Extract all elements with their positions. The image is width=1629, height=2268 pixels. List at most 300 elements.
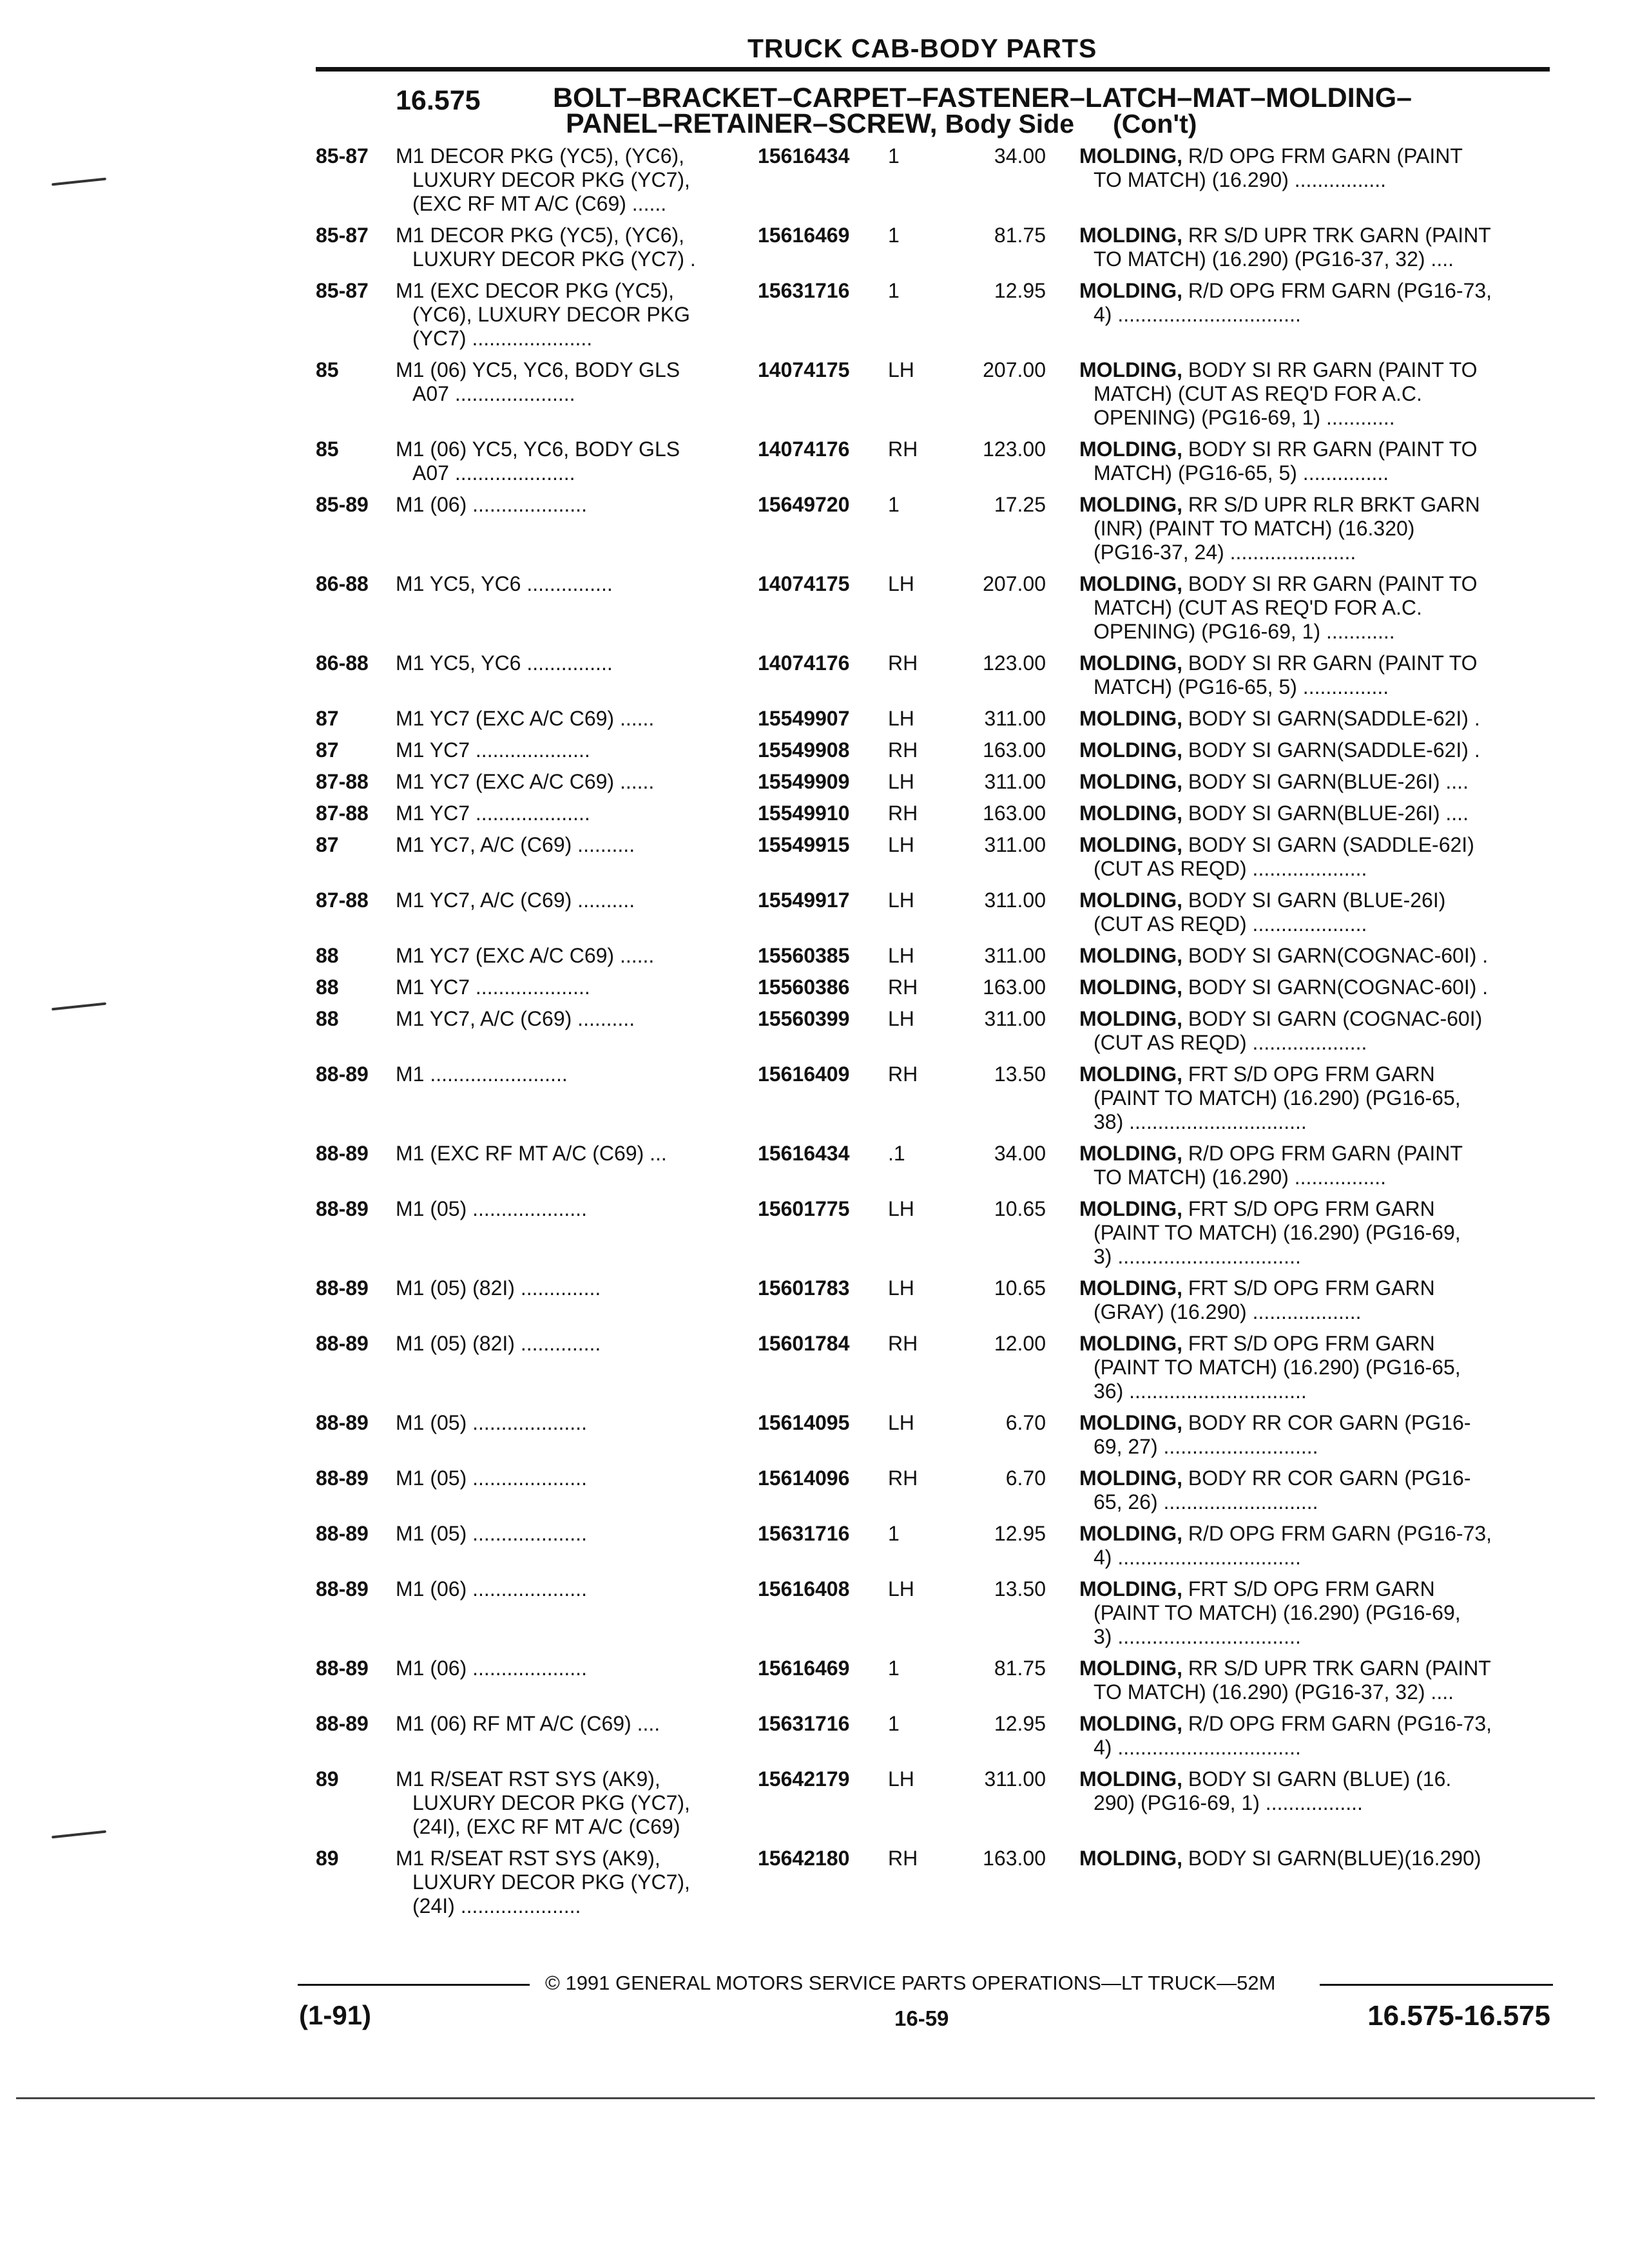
model-years: 88-89 <box>316 1197 369 1220</box>
table-row <box>0 1142 1629 1189</box>
model-years: 87-88 <box>316 770 369 793</box>
part-name <box>1079 279 1556 327</box>
part-detail-line: OPENING) (PG16-69, 1) ............ <box>1094 406 1395 429</box>
part-detail-line: (PG16-37, 24) ...................... <box>1094 541 1356 564</box>
part-name-bold: MOLDING, <box>1079 1411 1182 1434</box>
usage-line: M1 (06) .................... <box>396 1577 587 1600</box>
price: 123.00 <box>983 437 1046 461</box>
usage-description <box>396 1767 737 1839</box>
usage-line: M1 (06) .................... <box>396 493 587 516</box>
part-detail-line: FRT S/D OPG FRM GARN <box>1188 1577 1435 1600</box>
part-number: 14074175 <box>758 358 850 381</box>
part-name-bold: MOLDING, <box>1079 1847 1182 1870</box>
part-detail-line: FRT S/D OPG FRM GARN <box>1188 1062 1435 1086</box>
part-number: 15616409 <box>758 1062 850 1086</box>
price: 81.75 <box>994 1657 1046 1680</box>
part-name <box>1079 1142 1556 1189</box>
table-row <box>0 1062 1629 1134</box>
price: 34.00 <box>994 1142 1046 1165</box>
part-name <box>1079 944 1556 968</box>
part-name <box>1079 1712 1556 1760</box>
part-detail-line: MATCH) (PG16-65, 5) ............... <box>1094 461 1389 485</box>
part-detail-line: BODY SI GARN(SADDLE-62I) . <box>1188 707 1480 730</box>
part-name-bold: MOLDING, <box>1079 1767 1182 1791</box>
model-years: 88-89 <box>316 1522 369 1545</box>
quantity: RH <box>888 1062 918 1086</box>
part-detail-line: BODY SI GARN (COGNAC-60I) <box>1188 1007 1483 1030</box>
model-years: 87-88 <box>316 802 369 825</box>
footer-rule-right <box>1320 1984 1553 1986</box>
part-name <box>1079 144 1556 192</box>
usage-description <box>396 1712 737 1736</box>
usage-line: M1 YC7 (EXC A/C C69) ...... <box>396 944 655 967</box>
part-detail-line: TO MATCH) (16.290) ................ <box>1094 168 1387 191</box>
model-years: 87-88 <box>316 889 369 912</box>
table-row <box>0 493 1629 564</box>
part-name-bold: MOLDING, <box>1079 651 1182 675</box>
part-detail-line: (PAINT TO MATCH) (16.290) (PG16-69, <box>1094 1221 1461 1244</box>
usage-line: M1 YC7 (EXC A/C C69) ...... <box>396 707 655 730</box>
part-name-bold: MOLDING, <box>1079 144 1182 168</box>
quantity: 1 <box>888 1522 900 1545</box>
model-years: 85-87 <box>316 224 369 247</box>
part-name <box>1079 1062 1556 1134</box>
part-name <box>1079 651 1556 699</box>
usage-description <box>396 572 737 596</box>
price: 311.00 <box>984 944 1046 967</box>
part-detail-line: MATCH) (CUT AS REQ'D FOR A.C. <box>1094 382 1422 405</box>
part-detail-line: 65, 26) ........................... <box>1094 1490 1318 1514</box>
part-detail-line: 38) ............................... <box>1094 1110 1307 1133</box>
table-row <box>0 572 1629 644</box>
usage-description <box>396 1062 737 1086</box>
part-detail-line: RR S/D UPR RLR BRKT GARN <box>1188 493 1480 516</box>
part-detail-line: R/D OPG FRM GARN (PAINT <box>1188 144 1463 168</box>
price: 12.95 <box>994 1712 1046 1735</box>
part-name <box>1079 802 1556 825</box>
part-name-bold: MOLDING, <box>1079 1712 1182 1735</box>
part-number: 15649720 <box>758 493 850 516</box>
quantity: RH <box>888 1332 918 1355</box>
price: 311.00 <box>984 770 1046 793</box>
part-detail-line: OPENING) (PG16-69, 1) ............ <box>1094 620 1395 643</box>
part-detail-line: R/D OPG FRM GARN (PG16-73, <box>1188 279 1492 302</box>
table-row <box>0 975 1629 999</box>
part-name-bold: MOLDING, <box>1079 1007 1182 1030</box>
part-number: 15631716 <box>758 1712 850 1735</box>
part-number: 15549910 <box>758 802 850 825</box>
usage-line: M1 (05) .................... <box>396 1522 587 1545</box>
part-name <box>1079 1276 1556 1324</box>
table-row <box>0 437 1629 485</box>
part-name <box>1079 1332 1556 1403</box>
usage-line: M1 (05) .................... <box>396 1411 587 1434</box>
part-detail-line: R/D OPG FRM GARN (PG16-73, <box>1188 1712 1492 1735</box>
part-number: 15549909 <box>758 770 850 793</box>
usage-description <box>396 770 737 794</box>
part-number: 15560386 <box>758 975 850 999</box>
page-title: TRUCK CAB-BODY PARTS <box>747 34 1097 63</box>
part-name-bold: MOLDING, <box>1079 1197 1182 1220</box>
part-detail-line: BODY SI GARN(BLUE-26I) .... <box>1188 770 1469 793</box>
part-number: 15642180 <box>758 1847 850 1870</box>
quantity: LH <box>888 833 914 856</box>
usage-line: M1 YC7, A/C (C69) .......... <box>396 1007 635 1030</box>
part-name-bold: MOLDING, <box>1079 224 1182 247</box>
part-detail-line: (PAINT TO MATCH) (16.290) (PG16-65, <box>1094 1086 1461 1110</box>
part-detail-line: BODY SI RR GARN (PAINT TO <box>1188 437 1478 461</box>
part-number: 15616469 <box>758 224 850 247</box>
part-name <box>1079 1007 1556 1055</box>
quantity: 1 <box>888 1712 900 1735</box>
usage-line: M1 (EXC DECOR PKG (YC5), <box>396 279 675 302</box>
part-name <box>1079 1522 1556 1570</box>
quantity: .1 <box>888 1142 905 1165</box>
usage-description <box>396 1466 737 1490</box>
section-title <box>553 82 1412 139</box>
part-number: 15549915 <box>758 833 850 856</box>
section-title-line2: PANEL–RETAINER–SCREW, <box>566 108 938 139</box>
part-detail-line: FRT S/D OPG FRM GARN <box>1188 1197 1435 1220</box>
part-number: 15549917 <box>758 889 850 912</box>
part-name-bold: MOLDING, <box>1079 738 1182 762</box>
usage-line: M1 YC5, YC6 ............... <box>396 572 613 595</box>
model-years: 88-89 <box>316 1276 369 1300</box>
model-years: 88-89 <box>316 1466 369 1490</box>
part-number: 14074176 <box>758 651 850 675</box>
part-name-bold: MOLDING, <box>1079 493 1182 516</box>
model-years: 89 <box>316 1847 339 1870</box>
part-detail-line: (GRAY) (16.290) ................... <box>1094 1300 1362 1323</box>
quantity: RH <box>888 1847 918 1870</box>
usage-line: M1 DECOR PKG (YC5), (YC6), <box>396 224 685 247</box>
part-name-bold: MOLDING, <box>1079 802 1182 825</box>
usage-description <box>396 975 737 999</box>
price: 163.00 <box>983 975 1046 999</box>
table-row <box>0 1712 1629 1760</box>
section-title-line1: BOLT–BRACKET–CARPET–FASTENER–LATCH–MAT–MOLDING– <box>553 82 1412 113</box>
part-number: 15614096 <box>758 1466 850 1490</box>
part-name <box>1079 437 1556 485</box>
part-name <box>1079 833 1556 881</box>
part-number: 15601784 <box>758 1332 850 1355</box>
usage-description <box>396 944 737 968</box>
part-name <box>1079 1847 1556 1870</box>
model-years: 87 <box>316 833 339 856</box>
table-row <box>0 1411 1629 1459</box>
model-years: 88 <box>316 1007 339 1030</box>
part-detail-line: 3) ................................ <box>1094 1625 1301 1648</box>
usage-line: M1 (EXC RF MT A/C (C69) ... <box>396 1142 667 1165</box>
usage-line: M1 DECOR PKG (YC5), (YC6), <box>396 144 685 168</box>
quantity: LH <box>888 770 914 793</box>
quantity: 1 <box>888 279 900 302</box>
part-number: 15614095 <box>758 1411 850 1434</box>
part-detail-line: TO MATCH) (16.290) (PG16-37, 32) .... <box>1094 247 1454 271</box>
part-number: 15631716 <box>758 1522 850 1545</box>
table-row <box>0 770 1629 794</box>
part-name-bold: MOLDING, <box>1079 707 1182 730</box>
price: 10.65 <box>994 1276 1046 1300</box>
table-row <box>0 1767 1629 1839</box>
part-name <box>1079 1411 1556 1459</box>
model-years: 85 <box>316 358 339 381</box>
usage-line: LUXURY DECOR PKG (YC7), <box>412 1870 690 1894</box>
price: 34.00 <box>994 144 1046 168</box>
part-detail-line: R/D OPG FRM GARN (PG16-73, <box>1188 1522 1492 1545</box>
part-detail-line: BODY SI RR GARN (PAINT TO <box>1188 651 1478 675</box>
model-years: 87 <box>316 707 339 730</box>
price: 163.00 <box>983 738 1046 762</box>
part-name <box>1079 224 1556 271</box>
part-number: 15549908 <box>758 738 850 762</box>
header-rule <box>316 67 1550 72</box>
part-name <box>1079 707 1556 731</box>
part-detail-line: BODY SI GARN (BLUE) (16. <box>1188 1767 1452 1791</box>
price: 123.00 <box>983 651 1046 675</box>
usage-description <box>396 1847 737 1918</box>
table-row <box>0 1847 1629 1918</box>
price: 81.75 <box>994 224 1046 247</box>
table-row <box>0 279 1629 351</box>
usage-description <box>396 1657 737 1680</box>
part-detail-line: BODY SI GARN(COGNAC-60I) . <box>1188 975 1489 999</box>
part-detail-line: BODY SI GARN(COGNAC-60I) . <box>1188 944 1489 967</box>
usage-line: LUXURY DECOR PKG (YC7), <box>412 1791 690 1814</box>
price: 311.00 <box>984 1007 1046 1030</box>
table-row <box>0 358 1629 430</box>
usage-description <box>396 651 737 675</box>
table-row <box>0 1577 1629 1649</box>
usage-line: M1 R/SEAT RST SYS (AK9), <box>396 1767 660 1791</box>
part-detail-line: (PAINT TO MATCH) (16.290) (PG16-69, <box>1094 1601 1461 1624</box>
usage-description <box>396 1332 737 1356</box>
part-detail-line: FRT S/D OPG FRM GARN <box>1188 1276 1435 1300</box>
model-years: 85-87 <box>316 144 369 168</box>
part-name <box>1079 738 1556 762</box>
part-detail-line: (INR) (PAINT TO MATCH) (16.320) <box>1094 517 1415 540</box>
part-name <box>1079 1767 1556 1815</box>
usage-description <box>396 1577 737 1601</box>
usage-line: A07 ..................... <box>412 461 575 485</box>
footer-copyright: © 1991 GENERAL MOTORS SERVICE PARTS OPERATIONS—LT TRUCK—52M <box>545 1972 1276 1994</box>
part-name-bold: MOLDING, <box>1079 1657 1182 1680</box>
part-name <box>1079 572 1556 644</box>
model-years: 86-88 <box>316 572 369 595</box>
part-number: 15631716 <box>758 279 850 302</box>
part-detail-line: 36) ............................... <box>1094 1379 1307 1403</box>
part-number: 14074175 <box>758 572 850 595</box>
quantity: 1 <box>888 493 900 516</box>
quantity: RH <box>888 651 918 675</box>
part-detail-line: (PAINT TO MATCH) (16.290) (PG16-65, <box>1094 1356 1461 1379</box>
quantity: RH <box>888 738 918 762</box>
quantity: RH <box>888 437 918 461</box>
price: 12.95 <box>994 279 1046 302</box>
part-name-bold: MOLDING, <box>1079 358 1182 381</box>
section-title-line2-wrap <box>553 108 1412 139</box>
price: 207.00 <box>983 358 1046 381</box>
part-detail-line: (CUT AS REQD) .................... <box>1094 912 1367 936</box>
price: 311.00 <box>984 889 1046 912</box>
usage-line: M1 YC7 .................... <box>396 738 590 762</box>
model-years: 88 <box>316 944 339 967</box>
quantity: LH <box>888 1767 914 1791</box>
usage-line: M1 YC7 .................... <box>396 802 590 825</box>
part-detail-line: (CUT AS REQD) .................... <box>1094 857 1367 880</box>
part-detail-line: BODY SI GARN (BLUE-26I) <box>1188 889 1446 912</box>
usage-line: M1 (06) YC5, YC6, BODY GLS <box>396 358 680 381</box>
part-name <box>1079 1577 1556 1649</box>
part-name-bold: MOLDING, <box>1079 944 1182 967</box>
part-detail-line: BODY SI GARN(BLUE)(16.290) <box>1188 1847 1481 1870</box>
usage-description <box>396 358 737 406</box>
model-years: 88-89 <box>316 1411 369 1434</box>
bottom-rule <box>16 2097 1595 2099</box>
table-row <box>0 833 1629 881</box>
table-row <box>0 1007 1629 1055</box>
price: 12.95 <box>994 1522 1046 1545</box>
usage-line: M1 R/SEAT RST SYS (AK9), <box>396 1847 660 1870</box>
usage-description <box>396 493 737 517</box>
model-years: 86-88 <box>316 651 369 675</box>
part-detail-line: 4) ................................ <box>1094 303 1301 326</box>
usage-line: LUXURY DECOR PKG (YC7) . <box>412 247 696 271</box>
part-name-bold: MOLDING, <box>1079 1332 1182 1355</box>
part-number: 15616469 <box>758 1657 850 1680</box>
part-detail-line: RR S/D UPR TRK GARN (PAINT <box>1188 1657 1491 1680</box>
model-years: 88-89 <box>316 1577 369 1600</box>
usage-line: (EXC RF MT A/C (C69) ...... <box>412 192 667 215</box>
part-name <box>1079 770 1556 794</box>
part-number: 15601783 <box>758 1276 850 1300</box>
quantity: LH <box>888 889 914 912</box>
footer-section-range: 16.575-16.575 <box>1367 2000 1550 2032</box>
model-years: 88-89 <box>316 1142 369 1165</box>
usage-line: A07 ..................... <box>412 382 575 405</box>
usage-description <box>396 224 737 271</box>
table-row <box>0 1276 1629 1324</box>
usage-line: (24I) ..................... <box>412 1894 581 1917</box>
table-row <box>0 1522 1629 1570</box>
usage-description <box>396 889 737 912</box>
quantity: LH <box>888 707 914 730</box>
table-row <box>0 1657 1629 1704</box>
part-detail-line: 4) ................................ <box>1094 1546 1301 1569</box>
price: 311.00 <box>984 707 1046 730</box>
part-name <box>1079 1657 1556 1704</box>
part-name-bold: MOLDING, <box>1079 975 1182 999</box>
part-name-bold: MOLDING, <box>1079 1522 1182 1545</box>
usage-line: M1 (05) (82I) .............. <box>396 1332 601 1355</box>
quantity: RH <box>888 975 918 999</box>
part-name-bold: MOLDING, <box>1079 1466 1182 1490</box>
part-detail-line: 3) ................................ <box>1094 1245 1301 1268</box>
quantity: LH <box>888 358 914 381</box>
part-detail-line: MATCH) (CUT AS REQ'D FOR A.C. <box>1094 596 1422 619</box>
usage-description <box>396 833 737 857</box>
usage-description <box>396 1522 737 1546</box>
usage-line: M1 YC5, YC6 ............... <box>396 651 613 675</box>
usage-line: M1 YC7, A/C (C69) .......... <box>396 833 635 856</box>
table-row <box>0 889 1629 936</box>
usage-line: M1 (05) .................... <box>396 1466 587 1490</box>
model-years: 88-89 <box>316 1657 369 1680</box>
quantity: LH <box>888 944 914 967</box>
part-detail-line: BODY RR COR GARN (PG16- <box>1188 1466 1471 1490</box>
part-name-bold: MOLDING, <box>1079 1062 1182 1086</box>
part-detail-line: TO MATCH) (16.290) ................ <box>1094 1166 1387 1189</box>
model-years: 85-89 <box>316 493 369 516</box>
usage-description <box>396 1276 737 1300</box>
part-number: 14074176 <box>758 437 850 461</box>
usage-line: M1 (05) .................... <box>396 1197 587 1220</box>
price: 13.50 <box>994 1062 1046 1086</box>
usage-line: M1 YC7 (EXC A/C C69) ...... <box>396 770 655 793</box>
price: 207.00 <box>983 572 1046 595</box>
part-name-bold: MOLDING, <box>1079 1142 1182 1165</box>
part-number: 15642179 <box>758 1767 850 1791</box>
part-name-bold: MOLDING, <box>1079 1577 1182 1600</box>
model-years: 88-89 <box>316 1332 369 1355</box>
part-detail-line: 290) (PG16-69, 1) ................. <box>1094 1791 1363 1814</box>
table-row <box>0 1332 1629 1403</box>
price: 17.25 <box>994 493 1046 516</box>
part-detail-line: (CUT AS REQD) .................... <box>1094 1031 1367 1054</box>
part-name-bold: MOLDING, <box>1079 572 1182 595</box>
part-name <box>1079 1466 1556 1514</box>
part-detail-line: BODY SI RR GARN (PAINT TO <box>1188 572 1478 595</box>
part-name-bold: MOLDING, <box>1079 279 1182 302</box>
table-row <box>0 944 1629 968</box>
price: 6.70 <box>1005 1466 1046 1490</box>
price: 163.00 <box>983 1847 1046 1870</box>
part-detail-line: MATCH) (PG16-65, 5) ............... <box>1094 675 1389 698</box>
model-years: 88-89 <box>316 1712 369 1735</box>
part-name-bold: MOLDING, <box>1079 1276 1182 1300</box>
quantity: LH <box>888 1411 914 1434</box>
section-title-cont: (Con't) <box>1113 109 1197 139</box>
price: 13.50 <box>994 1577 1046 1600</box>
usage-line: M1 ........................ <box>396 1062 568 1086</box>
model-years: 88 <box>316 975 339 999</box>
usage-line: M1 (06) .................... <box>396 1657 587 1680</box>
quantity: RH <box>888 1466 918 1490</box>
usage-line: M1 YC7 .................... <box>396 975 590 999</box>
part-detail-line: R/D OPG FRM GARN (PAINT <box>1188 1142 1463 1165</box>
part-number: 15616434 <box>758 1142 850 1165</box>
part-detail-line: RR S/D UPR TRK GARN (PAINT <box>1188 224 1491 247</box>
quantity: LH <box>888 1197 914 1220</box>
quantity: LH <box>888 1276 914 1300</box>
part-detail-line: BODY SI GARN (SADDLE-62I) <box>1188 833 1474 856</box>
usage-line: M1 YC7, A/C (C69) .......... <box>396 889 635 912</box>
usage-line: LUXURY DECOR PKG (YC7), <box>412 168 690 191</box>
part-detail-line: 69, 27) ........................... <box>1094 1435 1318 1458</box>
quantity: RH <box>888 802 918 825</box>
footer-date: (1-91) <box>299 2000 372 2030</box>
table-row <box>0 144 1629 216</box>
part-name <box>1079 975 1556 999</box>
part-number: 15549907 <box>758 707 850 730</box>
quantity: LH <box>888 1577 914 1600</box>
footer-rule-left <box>298 1984 530 1986</box>
parts-list <box>0 144 1629 1926</box>
model-years: 85-87 <box>316 279 369 302</box>
usage-line: M1 (05) (82I) .............. <box>396 1276 601 1300</box>
part-detail-line: BODY SI GARN(BLUE-26I) .... <box>1188 802 1469 825</box>
price: 311.00 <box>984 833 1046 856</box>
